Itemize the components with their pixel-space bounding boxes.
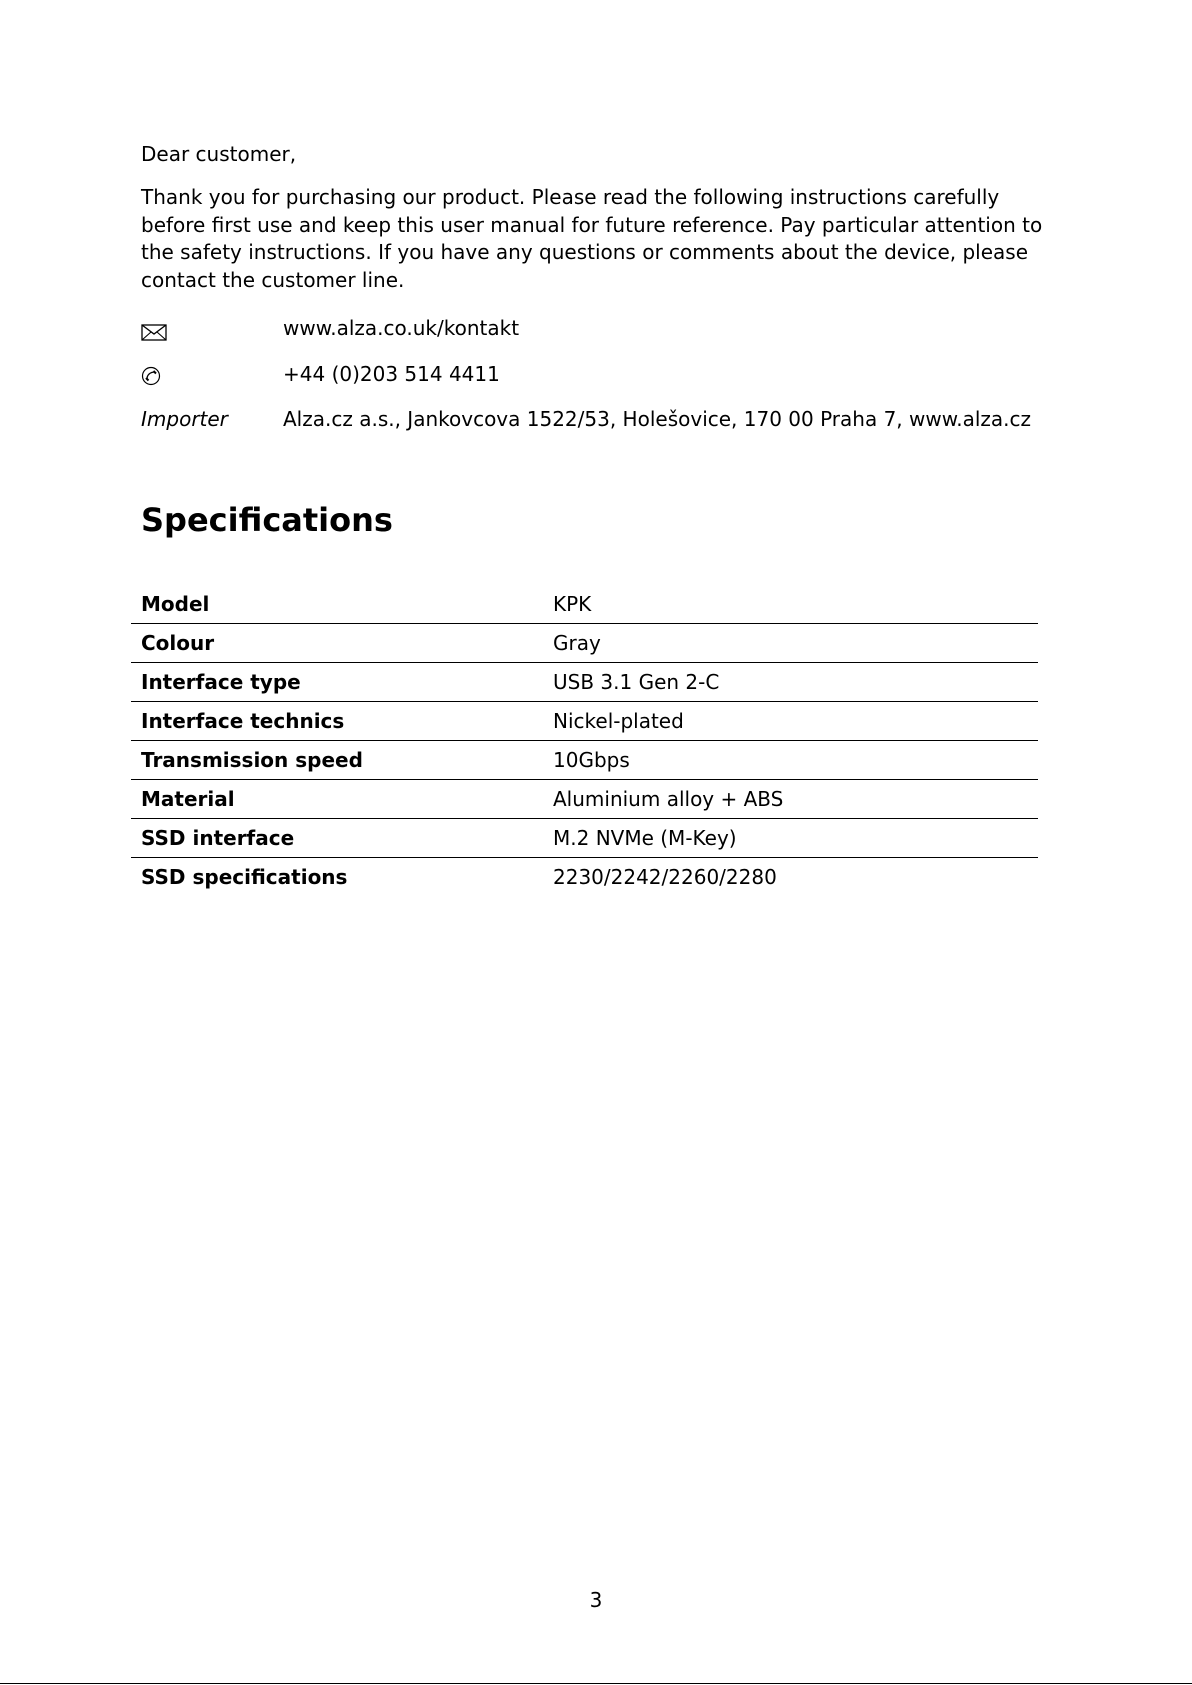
phone-number: +44 (0)203 514 4411 (283, 362, 500, 386)
bottom-divider (0, 1683, 1192, 1684)
table-row (131, 741, 1038, 780)
table-row (131, 624, 1038, 663)
spec-key-colour: Colour (141, 631, 215, 655)
table-row (131, 663, 1038, 702)
contact-row-email (141, 314, 1081, 342)
spec-value-ssd-specifications: 2230/2242/2260/2280 (553, 865, 777, 889)
contact-row-phone (141, 360, 1081, 388)
spec-value-interface-type: USB 3.1 Gen 2-C (553, 670, 720, 694)
spec-key-material: Material (141, 787, 235, 811)
page-number: 3 (589, 1588, 603, 1612)
spec-key-interface-technics: Interface technics (141, 709, 345, 733)
specifications-table (131, 585, 1038, 896)
spec-value-model: KPK (553, 592, 592, 616)
table-row (131, 585, 1038, 624)
spec-value-interface-technics: Nickel-plated (553, 709, 684, 733)
specifications-heading: Specifications (141, 501, 393, 539)
spec-key-transmission-speed: Transmission speed (141, 748, 363, 772)
envelope-icon (141, 320, 167, 348)
contact-row-importer (141, 405, 1081, 433)
spec-value-material: Aluminium alloy + ABS (553, 787, 784, 811)
email-contact-link[interactable]: www.alza.co.uk/kontakt (283, 316, 520, 340)
spec-key-model: Model (141, 592, 210, 616)
table-row (131, 702, 1038, 741)
table-row (131, 780, 1038, 819)
importer-label: Importer (141, 407, 228, 431)
greeting-text: Dear customer, (141, 142, 297, 166)
spec-value-ssd-interface: M.2 NVMe (M-Key) (553, 826, 737, 850)
spec-value-transmission-speed: 10Gbps (553, 748, 630, 772)
intro-paragraph: Thank you for purchasing our product. Please read the following instructions carefully before first use and keep this user manual for future reference. Pay particular attention to the safety instructions. If you have any questions or comments about the device, please contact the customer line. (141, 185, 1043, 292)
spec-key-ssd-specifications: SSD specifications (141, 865, 348, 889)
spec-value-colour: Gray (553, 631, 601, 655)
table-row (131, 858, 1038, 896)
spec-key-interface-type: Interface type (141, 670, 301, 694)
importer-address: Alza.cz a.s., Jankovcova 1522/53, Holešovice, 170 00 Praha 7, www.alza.cz (283, 407, 1032, 431)
table-row (131, 819, 1038, 858)
phone-icon (141, 365, 161, 393)
spec-key-ssd-interface: SSD interface (141, 826, 295, 850)
